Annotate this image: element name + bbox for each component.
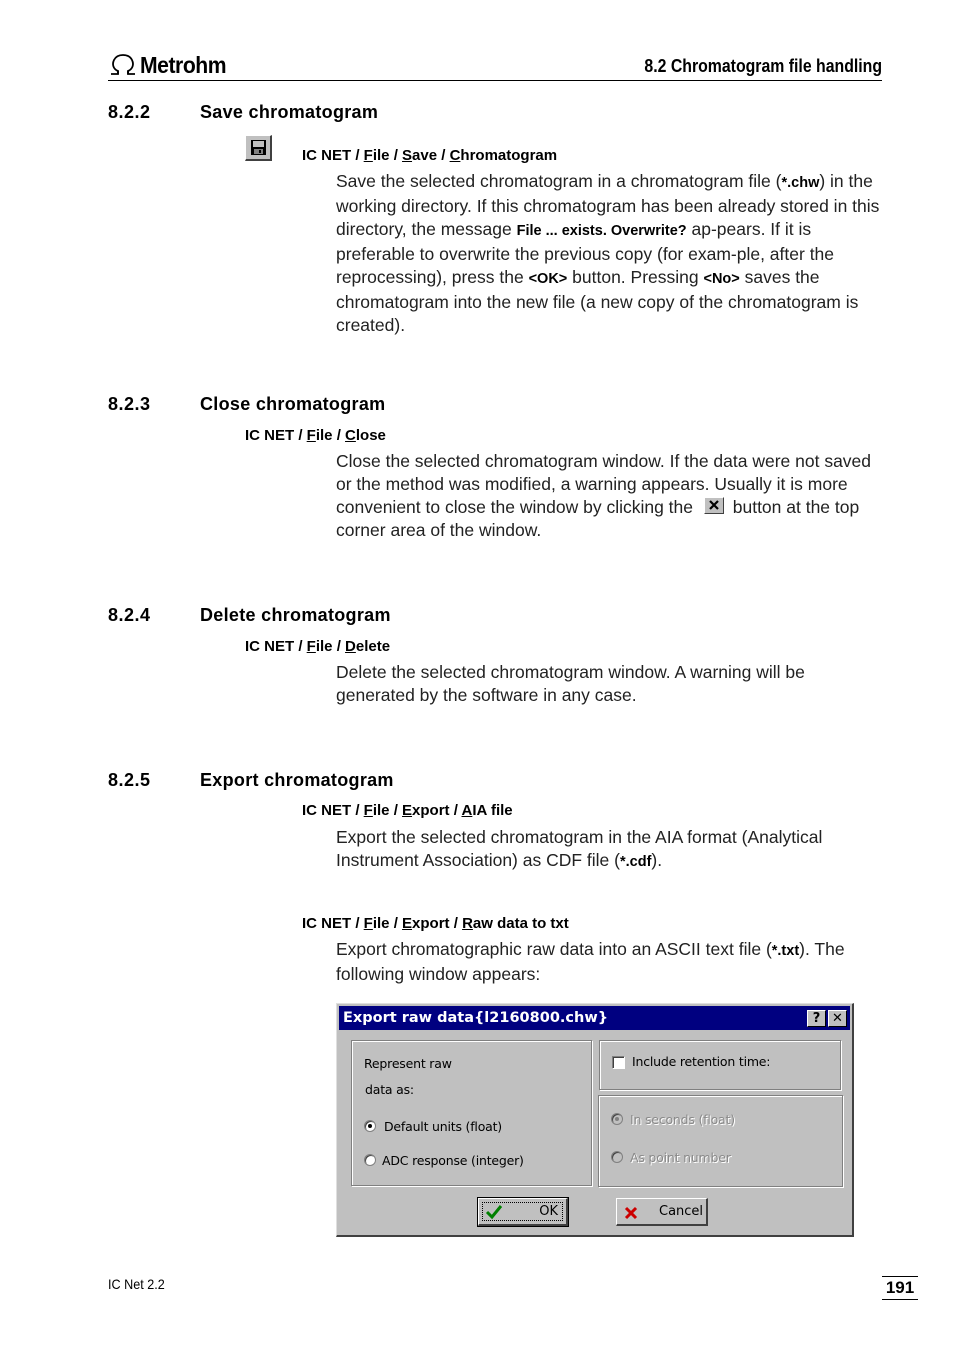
ok-button[interactable] [478,1198,568,1226]
help-button[interactable]: ? [807,1010,826,1027]
menu-path-close: IC NET / File / Close [245,427,386,444]
menu-path-export-raw: IC NET / File / Export / Raw data to txt [302,915,569,932]
include-retention-checkbox[interactable] [612,1056,625,1069]
footer-product: IC Net 2.2 [108,1276,165,1292]
menu-path-delete: IC NET / File / Delete [245,638,391,655]
export-raw-data-dialog [336,1003,854,1237]
retention-format-group [598,1095,843,1187]
export-aia-description: Export the selected chromatogram in the AIA format (Analytical Instrument Association) as CDF file (*.cdf). [336,827,823,870]
header-rule [108,80,882,81]
cancel-button[interactable] [616,1198,708,1226]
in-seconds-radio[interactable] [611,1113,623,1125]
close-window-icon [704,497,724,514]
menu-path-export-aia: IC NET / File / Export / AIA file [302,802,513,819]
ok-label: OK [539,1204,558,1219]
as-point-number-radio[interactable] [611,1151,623,1163]
represent-label-line2: data as: [365,1082,414,1097]
default-units-radio[interactable] [364,1120,376,1132]
section-title: Close chromatogram [200,394,386,414]
checkmark-icon [485,1204,503,1220]
save-toolbar-button[interactable] [245,135,272,161]
metrohm-logo [108,50,234,80]
close-description: Close the selected chromatogram window. If the data were not saved or the method was modified, a warning appears. Usually it is more convenient to close the window by clicking the button at the top corner area of the window. [336,451,872,540]
as-point-number-label[interactable]: As point number [630,1150,731,1165]
save-description: Save the selected chromatogram in a chromatogram file (*.chw) in the working directory. If this chromatogram has been already stored in this directory, the message File ... exists. Overwrite? ap-pears. If it is preferable to overwrite the previous copy (for exam-ple, after the reprocessing), press the <OK> button. Pressing <No> saves the chromatogram into the new file (a new copy of the chromatogram is created). [336,171,880,335]
section-number: 8.2.4 [108,605,151,625]
page-number: 191 [882,1276,918,1300]
dialog-title: Export raw data{l2160800.chw} [343,1010,609,1026]
section-number: 8.2.5 [108,770,151,790]
delete-description: Delete the selected chromatogram window. A warning will be generated by the software in any case. [336,662,805,705]
cancel-label: Cancel [659,1204,704,1219]
section-number: 8.2.3 [108,394,151,414]
default-units-label[interactable]: Default units (float) [384,1119,502,1134]
close-button[interactable]: ✕ [828,1010,847,1027]
running-section-title: 8.2 Chromatogram file handling [644,56,882,76]
floppy-disk-icon [250,139,267,156]
red-x-icon [623,1205,639,1221]
dialog-titlebar[interactable] [339,1006,850,1030]
logo-text: Metrohm [140,51,227,78]
include-retention-label[interactable]: Include retention time: [632,1054,771,1069]
in-seconds-label[interactable]: In seconds (float) [630,1112,735,1127]
section-number: 8.2.2 [108,102,151,122]
represent-label-line1: Represent raw [364,1056,452,1071]
adc-response-label[interactable]: ADC response (integer) [382,1153,524,1168]
adc-response-radio[interactable] [364,1154,376,1166]
omega-logo-icon [108,53,138,77]
section-title: Delete chromatogram [200,605,391,625]
section-title: Save chromatogram [200,102,379,122]
section-title: Export chromatogram [200,770,394,790]
export-raw-description: Export chromatographic raw data into an ASCII text file (*.txt). The following window appears: [336,939,845,984]
menu-path-save: IC NET / File / Save / Chromatogram [302,147,558,164]
